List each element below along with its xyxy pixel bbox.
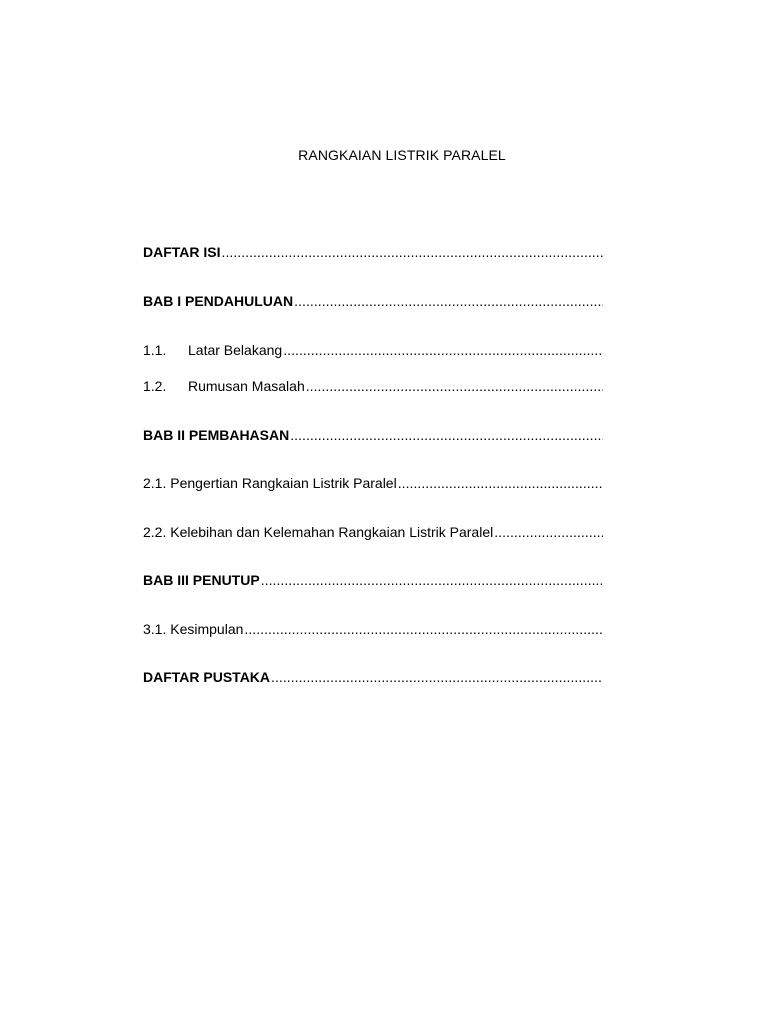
- dot-leader: [261, 571, 603, 589]
- toc-entry-2-2[interactable]: [143, 523, 603, 541]
- toc-entry-label: BAB III PENUTUP: [143, 572, 260, 588]
- toc-entry-2-1[interactable]: [143, 474, 603, 492]
- dot-leader: [222, 243, 603, 261]
- toc-entry-label: 3.1. Kesimpulan: [143, 621, 244, 637]
- toc-entry-label: 2.2. Kelebihan dan Kelemahan Rangkaian Listrik Paralel: [143, 524, 494, 540]
- toc-entry-label: Rumusan Masalah: [188, 378, 305, 394]
- dot-leader: [398, 474, 603, 492]
- toc-entry-daftar-isi[interactable]: [143, 243, 603, 261]
- document-title: RANGKAIAN LISTRIK PARALEL: [298, 147, 506, 163]
- toc-entry-bab-3[interactable]: [143, 571, 603, 589]
- dot-leader: [306, 377, 603, 395]
- toc-entry-3-1[interactable]: [143, 620, 603, 638]
- toc-entry-label: BAB II PEMBAHASAN: [143, 427, 290, 443]
- toc-entry-label: BAB I PENDAHULUAN: [143, 293, 294, 309]
- toc-entry-bab-2[interactable]: [143, 426, 603, 444]
- dot-leader: [271, 668, 603, 686]
- toc-entry-daftar-pustaka[interactable]: [143, 668, 603, 686]
- toc-entry-label: DAFTAR PUSTAKA: [143, 669, 271, 685]
- dot-leader: [283, 341, 603, 359]
- dot-leader: [244, 620, 603, 638]
- dot-leader: [290, 426, 603, 444]
- toc-entry-label: Latar Belakang: [188, 342, 283, 358]
- toc-entry-label: DAFTAR ISI: [143, 244, 221, 260]
- toc-entry-label: 2.1. Pengertian Rangkaian Listrik Paralel: [143, 475, 397, 491]
- toc-entry-bab-1[interactable]: [143, 292, 603, 310]
- toc-entry-number: 1.1.: [143, 342, 167, 358]
- toc-entry-1-1[interactable]: [143, 341, 603, 359]
- toc-entry-1-2[interactable]: [143, 377, 603, 395]
- dot-leader: [494, 523, 603, 541]
- dot-leader: [294, 292, 603, 310]
- toc-entry-number: 1.2.: [143, 378, 167, 394]
